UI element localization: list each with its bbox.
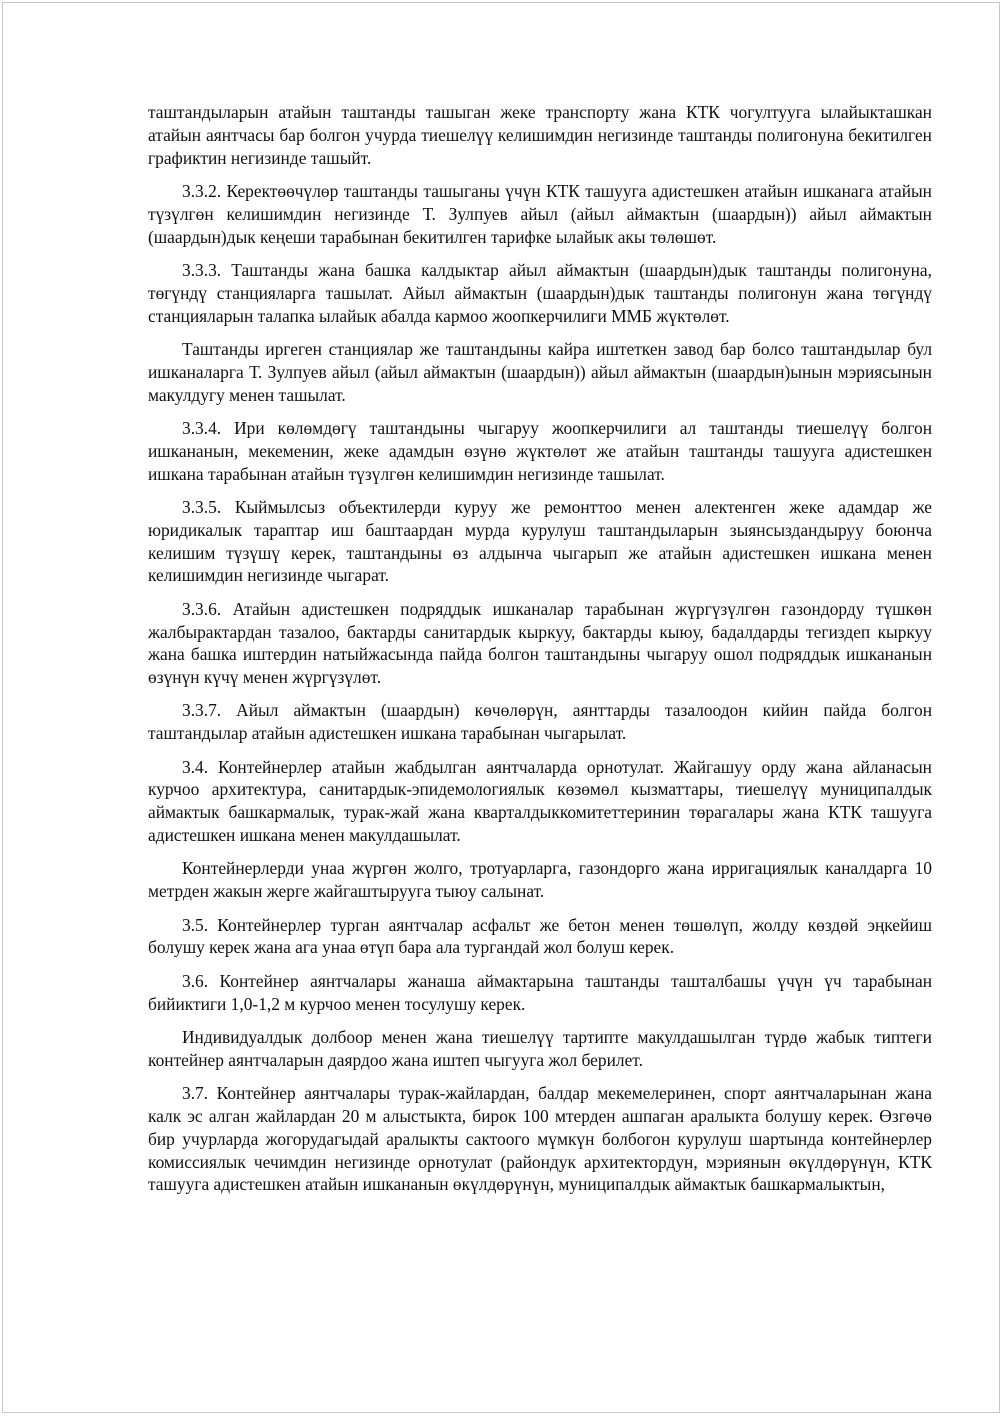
paragraph: 3.6. Контейнер аянтчалары жанаша аймактарына таштанды ташталбашы үчүн үч тарабынан бийиктиги 1,0-1,2 м курчоо менен тосулушу керек. — [148, 970, 932, 1014]
paragraph: 3.5. Контейнерлер турган аянтчалар асфальт же бетон менен төшөлүп, жолду көздөй эңкейиш болушу керек жана ага унаа өтүп бара ала тургандай жол болуш керек. — [148, 914, 932, 958]
paragraph: 3.3.4. Ири көлөмдөгү таштандыны чыгаруу жоопкерчилиги ал таштанды тиешелүү болгон ишкананын, мекеменин, жеке адамдын өзүнө жүктөлөт же атайын таштанды ташууга адистешкен ишкана тарабынан атайын түзүлгөн келишимдин негизинде ташылат. — [148, 417, 932, 484]
document-page — [2, 2, 1000, 1413]
document-body — [148, 101, 932, 1207]
paragraph: 3.7. Контейнер аянтчалары турак-жайлардан, балдар мекемелеринен, спорт аянтчаларынан жана калк эс алган жайлардан 20 м алыстыкта, бирок 100 мтерден ашпаган аралыкта болушу керек. Өзгөчө бир учурларда жогорудагыдай аралыкты сактоого мүмкүн болбогон курулуш шартында контейнерлер комиссиялык чечимдин негизинде орнотулат (райондук архитектордун, мэриянын өкүлдөрүнүн, КТК ташууга адистешкен атайын ишкананын өкүлдөрүнүн, муниципалдык аймактык башкармалыктын, — [148, 1083, 932, 1195]
paragraph: 3.3.3. Таштанды жана башка калдыктар айыл аймактын (шаардын)дык таштанды полигонуна, төгүндү станцияларга ташылат. Айыл аймактын (шаардын)дык таштанды полигонун жана төгүндү станцияларын талапка ылайык абалда кармоо жоопкерчилиги ММБ жүктөлөт. — [148, 259, 932, 326]
paragraph: 3.4. Контейнерлер атайын жабдылган аянтчаларда орнотулат. Жайгашуу орду жана айланасын курчоо архитектура, санитардык-эпидемологиялык көзөмөл кызматтары, тиешелүү муниципалдык аймактык башкармалык, турак-жай жана кварталдыккомитеттеринин төрагалары жана КТК ташууга адистешкен ишкана менен макулдашылат. — [148, 756, 932, 846]
paragraph: 3.3.7. Айыл аймактын (шаардын) көчөлөрүн, аянттарды тазалоодон кийин пайда болгон таштандылар атайын адистешкен ишкана тарабынан чыгарылат. — [148, 700, 932, 744]
paragraph: Контейнерлерди унаа жүргөн жолго, тротуарларга, газондорго жана ирригациялык каналдарга 10 метрден жакын жерге жайгаштырууга тыюу салынат. — [148, 858, 932, 902]
paragraph: 3.3.6. Атайын адистешкен подряддык ишканалар тарабынан жүргүзүлгөн газондорду түшкөн жалбырактардан тазалоо, бактарды санитардык кыркуу, бактарды кыюу, бадалдарды тегиздеп кыркуу жана башка иштердин натыйжасында пайда болгон таштандыны чыгаруу ошол подряддык ишкананын өзүнүн күчү менен жүргүзүлөт. — [148, 598, 932, 688]
paragraph: 3.3.2. Керектөөчүлөр таштанды ташыганы үчүн КТК ташууга адистешкен атайын ишканага атайын түзүлгөн келишимдин негизинде Т. Зулпуев айыл (айыл аймактын (шаардын)) айыл аймактын (шаардын)дык кеңеши тарабынан бекитилген тарифке ылайык акы төлөшөт. — [148, 180, 932, 247]
paragraph: 3.3.5. Кыймылсыз объектилерди куруу же ремонттоо менен алектенген жеке адамдар же юридикалык тараптар иш баштаардан мурда курулуш таштандыларын зыянсыздандыруу боюнча келишим түзүшү керек, таштандыны өз алдынча чыгарып же атайын адистешкен ишкана менен келишимдин негизинде чыгарат. — [148, 496, 932, 586]
paragraph: Таштанды иргеген станциялар же таштандыны кайра иштеткен завод бар болсо таштандылар бул ишканаларга Т. Зулпуев айыл (айыл аймактын (шаардын)) айыл аймактын (шаардын)ынын мэриясынын макулдугу менен ташылат. — [148, 338, 932, 405]
paragraph: Индивидуалдык долбоор менен жана тиешелүү тартипте макулдашылган түрдө жабык типтеги контейнер аянтчаларын даярдоо жана иштеп чыгууга жол берилет. — [148, 1027, 932, 1070]
paragraph: таштандыларын атайын таштанды ташыган жеке транспорту жана КТК чогултууга ылайыкташкан атайын аянтчасы бар болгон учурда тиешелүү келишимдин негизинде таштанды полигонуна бекитилген графиктин негизинде ташыйт. — [148, 102, 932, 168]
